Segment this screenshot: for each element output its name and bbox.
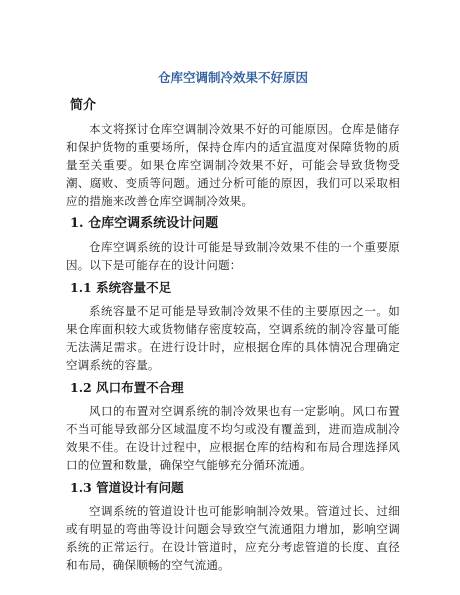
section-body-1: 仓库空调系统的设计可能是导致制冷效果不佳的一个重要原因。以下是可能存在的设计问题： <box>66 240 400 272</box>
section-heading-1-3: 1.3 管道设计有问题 <box>70 480 184 495</box>
section-body-1-2: 风口的布置对空调系统的制冷效果也有一定影响。风口布置不当可能导致部分区域温度不均匀或没有覆盖到，进而造成制冷效果不佳。在设计过程中，应根据仓库的结构和布局合理选择风口的位置和数量，确保空气能够充分循环流通。 <box>66 404 400 472</box>
document-title: 仓库空调制冷效果不好原因 <box>157 70 308 85</box>
section-body-1-1: 系统容量不足可能是导致制冷效果不佳的主要原因之一。如果仓库面积较大或货物储存密度较高，空调系统的制冷容量可能无法满足需求。在进行设计时，应根据仓库的具体情况合理确定空调系统的容量。 <box>66 304 400 372</box>
section-body-intro: 本文将探讨仓库空调制冷效果不好的可能原因。仓库是储存和保护货物的重要场所，保持仓库内的适宜温度对保障货物的质量至关重要。如果仓库空调制冷效果不好，可能会导致货物受潮、腐败、变质等问题。通过分析可能的原因，我们可以采取相应的措施来改善仓库空调制冷效果。 <box>66 122 400 208</box>
section-heading-1-2: 1.2 风口布置不合理 <box>70 380 184 395</box>
section-heading-1-1: 1.1 系统容量不足 <box>70 280 172 295</box>
section-heading-1: 1. 仓库空调系统设计问题 <box>70 216 219 231</box>
section-body-1-3: 空调系统的管道设计也可能影响制冷效果。管道过长、过细或有明显的弯曲等设计问题会导致空气流通阻力增加，影响空调系统的正常运行。在设计管道时，应充分考虑管道的长度、直径和布局，确保顺畅的空气流通。 <box>66 504 400 572</box>
section-heading-intro: 简介 <box>70 98 97 113</box>
